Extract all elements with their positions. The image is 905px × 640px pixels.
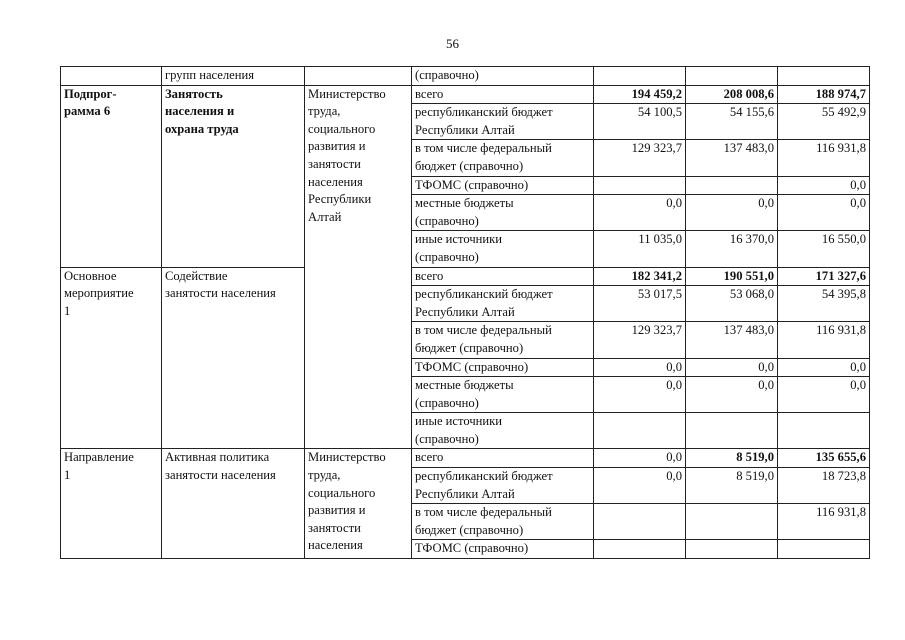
value-cell: 53 068,0 bbox=[686, 286, 778, 322]
source-cell: республиканский бюджет Республики Алтай bbox=[412, 468, 594, 504]
value-cell: 182 341,2 bbox=[594, 267, 686, 286]
source-cell: всего bbox=[412, 449, 594, 468]
value-cell bbox=[686, 540, 778, 559]
value-cell: 0,0 bbox=[778, 176, 870, 195]
value-cell: 0,0 bbox=[594, 377, 686, 413]
value-cell bbox=[778, 540, 870, 559]
measure-name-cell: групп населения bbox=[162, 67, 305, 86]
value-cell: 190 551,0 bbox=[686, 267, 778, 286]
source-cell: местные бюджеты (справочно) bbox=[412, 377, 594, 413]
value-cell: 0,0 bbox=[594, 468, 686, 504]
program-cell: Подпрог- рамма 6 bbox=[61, 85, 162, 267]
value-cell: 8 519,0 bbox=[686, 449, 778, 468]
executor-cell: Министерство труда, социального развития и занятости населения Республики Алтай bbox=[305, 85, 412, 449]
source-cell: (справочно) bbox=[412, 67, 594, 86]
value-cell: 116 931,8 bbox=[778, 140, 870, 176]
source-cell: всего bbox=[412, 267, 594, 286]
value-cell: 53 017,5 bbox=[594, 286, 686, 322]
source-cell: ТФОМС (справочно) bbox=[412, 176, 594, 195]
value-cell: 135 655,6 bbox=[778, 449, 870, 468]
source-cell: в том числе федеральный бюджет (справочно) bbox=[412, 322, 594, 358]
executor-cell bbox=[305, 67, 412, 86]
value-cell: 116 931,8 bbox=[778, 504, 870, 540]
program-cell: Направление 1 bbox=[61, 449, 162, 559]
value-cell bbox=[778, 413, 870, 449]
source-cell: в том числе федеральный бюджет (справочно) bbox=[412, 140, 594, 176]
value-cell: 16 370,0 bbox=[686, 231, 778, 267]
value-cell: 0,0 bbox=[778, 358, 870, 377]
source-cell: иные источники (справочно) bbox=[412, 413, 594, 449]
source-cell: всего bbox=[412, 85, 594, 104]
executor-cell: Министерство труда, социального развития и занятости населения bbox=[305, 449, 412, 559]
value-cell bbox=[778, 67, 870, 86]
table-row bbox=[61, 85, 870, 104]
value-cell: 16 550,0 bbox=[778, 231, 870, 267]
value-cell bbox=[686, 413, 778, 449]
value-cell: 188 974,7 bbox=[778, 85, 870, 104]
source-cell: республиканский бюджет Республики Алтай bbox=[412, 104, 594, 140]
value-cell: 129 323,7 bbox=[594, 322, 686, 358]
value-cell bbox=[686, 67, 778, 86]
value-cell: 0,0 bbox=[686, 377, 778, 413]
table-row bbox=[61, 267, 870, 286]
value-cell: 0,0 bbox=[594, 358, 686, 377]
source-cell: местные бюджеты (справочно) bbox=[412, 195, 594, 231]
value-cell: 55 492,9 bbox=[778, 104, 870, 140]
value-cell: 208 008,6 bbox=[686, 85, 778, 104]
value-cell bbox=[686, 176, 778, 195]
measure-name-cell: Активная политика занятости населения bbox=[162, 449, 305, 559]
value-cell: 0,0 bbox=[686, 358, 778, 377]
value-cell bbox=[594, 67, 686, 86]
source-cell: республиканский бюджет Республики Алтай bbox=[412, 286, 594, 322]
value-cell bbox=[594, 413, 686, 449]
value-cell bbox=[686, 504, 778, 540]
source-cell: ТФОМС (справочно) bbox=[412, 358, 594, 377]
value-cell: 0,0 bbox=[778, 377, 870, 413]
value-cell: 11 035,0 bbox=[594, 231, 686, 267]
value-cell: 171 327,6 bbox=[778, 267, 870, 286]
value-cell: 54 100,5 bbox=[594, 104, 686, 140]
table-row bbox=[61, 449, 870, 468]
value-cell: 8 519,0 bbox=[686, 468, 778, 504]
source-cell: ТФОМС (справочно) bbox=[412, 540, 594, 559]
measure-name-cell: Содействие занятости населения bbox=[162, 267, 305, 449]
value-cell bbox=[594, 176, 686, 195]
value-cell: 116 931,8 bbox=[778, 322, 870, 358]
value-cell: 54 155,6 bbox=[686, 104, 778, 140]
program-cell: Основное мероприятие 1 bbox=[61, 267, 162, 449]
value-cell: 137 483,0 bbox=[686, 322, 778, 358]
value-cell bbox=[594, 504, 686, 540]
value-cell: 0,0 bbox=[778, 195, 870, 231]
funding-table bbox=[60, 66, 870, 559]
value-cell: 0,0 bbox=[594, 449, 686, 468]
source-cell: в том числе федеральный бюджет (справочно) bbox=[412, 504, 594, 540]
value-cell: 18 723,8 bbox=[778, 468, 870, 504]
value-cell: 0,0 bbox=[686, 195, 778, 231]
value-cell bbox=[594, 540, 686, 559]
program-cell bbox=[61, 67, 162, 86]
value-cell: 129 323,7 bbox=[594, 140, 686, 176]
source-cell: иные источники (справочно) bbox=[412, 231, 594, 267]
value-cell: 137 483,0 bbox=[686, 140, 778, 176]
value-cell: 54 395,8 bbox=[778, 286, 870, 322]
value-cell: 194 459,2 bbox=[594, 85, 686, 104]
value-cell: 0,0 bbox=[594, 195, 686, 231]
table-row bbox=[61, 67, 870, 86]
measure-name-cell: Занятость населения и охрана труда bbox=[162, 85, 305, 267]
page-number: 56 bbox=[446, 36, 459, 51]
